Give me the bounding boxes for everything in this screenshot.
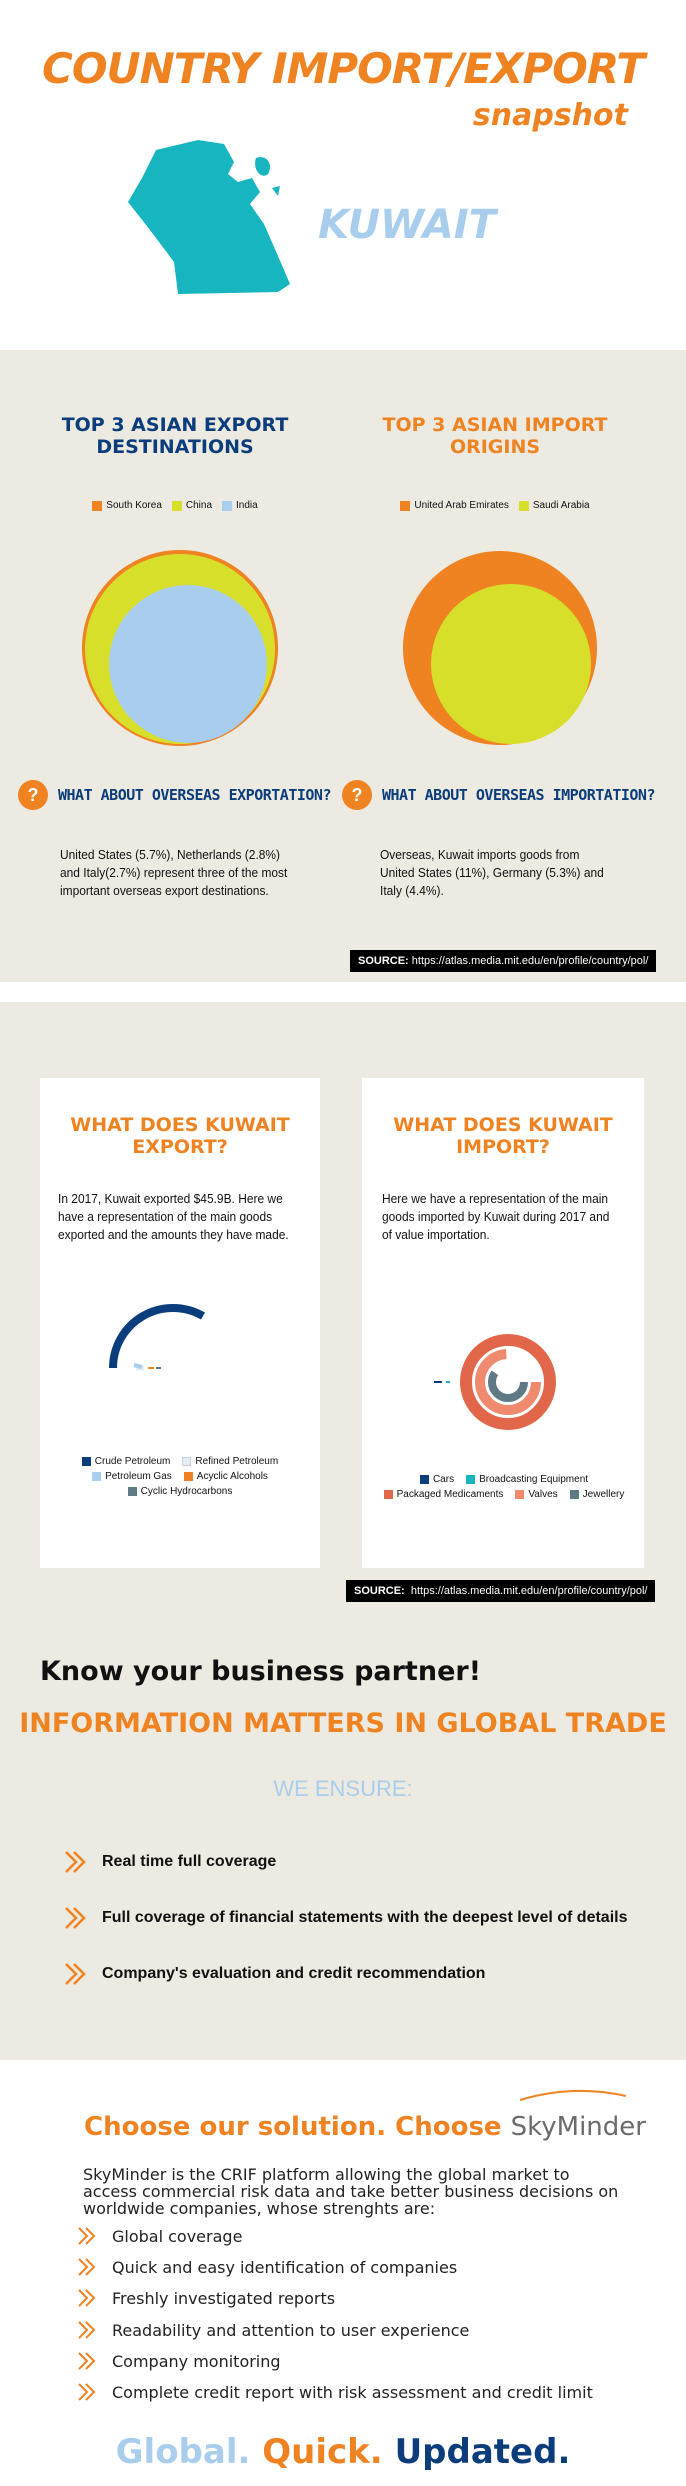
import-goods-heading: WHAT DOES KUWAIT IMPORT? <box>393 1114 613 1158</box>
source-link[interactable]: SOURCE: https://atlas.media.mit.edu/en/profile/country/pol/ <box>350 950 656 972</box>
page-title: COUNTRY IMPORT/EXPORT <box>42 44 644 93</box>
source-link[interactable]: SOURCE: https://atlas.media.mit.edu/en/profile/country/pol/ <box>346 1580 655 1602</box>
tagline <box>0 2432 686 2472</box>
feature-item: Quick and easy identification of companies <box>76 2257 457 2277</box>
export-goods-chart <box>98 1286 248 1396</box>
choose-solution-heading: Choose our solution. Choose SkyMinder <box>84 2112 646 2142</box>
export-goods-text: In 2017, Kuwait exported $45.9B. Here we have a representation of the main goods exported and the amounts they have made. <box>58 1191 289 1242</box>
chevron-right-icon <box>76 2226 98 2246</box>
arc-crude-petroleum <box>113 1308 203 1368</box>
circle-india <box>109 585 267 743</box>
legend-item: Cars <box>420 1474 454 1485</box>
legend-item: Broadcasting Equipment <box>466 1474 588 1485</box>
feature-item: Readability and attention to user experience <box>76 2320 469 2340</box>
chevron-right-icon <box>76 2257 98 2277</box>
legend-item: Packaged Medicaments <box>384 1489 504 1500</box>
legend-item: Refined Petroleum <box>182 1456 278 1467</box>
legend-item: China <box>172 500 212 511</box>
overseas-import-question: WHAT ABOUT OVERSEAS IMPORTATION? <box>382 786 655 804</box>
chevron-right-icon <box>76 2288 98 2308</box>
overseas-import-text: Overseas, Kuwait imports goods from United States (11%), Germany (5.3%) and Italy (4.4%). <box>380 847 604 898</box>
import-goods-text: Here we have a representation of the main goods imported by Kuwait during 2017 and of value importation. <box>382 1191 610 1242</box>
ensure-item: Full coverage of financial statements with the deepest level of details <box>62 1906 627 1930</box>
export-legend <box>40 500 310 511</box>
circle-saudi-arabia <box>431 584 591 744</box>
country-name: KUWAIT <box>318 202 496 248</box>
legend-item: South Korea <box>92 500 162 511</box>
chevron-right-icon <box>62 1962 86 1986</box>
legend-item: Cyclic Hydrocarbons <box>128 1486 233 1497</box>
skyminder-swoosh-icon <box>518 2088 628 2102</box>
export-circles-chart <box>80 548 280 748</box>
import-goods-legend <box>370 1474 638 1500</box>
ring-jewellery <box>492 1366 524 1398</box>
ensure-item: Company's evaluation and credit recommendation <box>62 1962 485 1986</box>
legend-item: India <box>222 500 258 511</box>
page-subtitle: snapshot <box>472 98 628 133</box>
arc-petroleum-gas <box>134 1365 142 1367</box>
import-origins-heading: TOP 3 ASIAN IMPORT ORIGINS <box>382 414 608 458</box>
question-icon: ? <box>342 780 372 810</box>
chevron-right-icon <box>76 2351 98 2371</box>
legend-item: Crude Petroleum <box>82 1456 171 1467</box>
legend-item: Petroleum Gas <box>92 1471 172 1482</box>
chevron-right-icon <box>62 1850 86 1874</box>
import-legend <box>360 500 630 511</box>
legend-item: Acyclic Alcohols <box>184 1471 268 1482</box>
ensure-item: Real time full coverage <box>62 1850 276 1874</box>
tagline-quick: Quick. <box>262 2432 383 2472</box>
kuwait-map-icon <box>128 138 308 296</box>
legend-item: Saudi Arabia <box>519 500 590 511</box>
feature-item: Company monitoring <box>76 2351 281 2371</box>
export-destinations-heading: TOP 3 ASIAN EXPORT DESTINATIONS <box>61 414 289 458</box>
chevron-right-icon <box>76 2320 98 2340</box>
overseas-export-question: WHAT ABOUT OVERSEAS EXPORTATION? <box>58 786 331 804</box>
feature-item: Complete credit report with risk assessment and credit limit <box>76 2382 593 2402</box>
partner-heading: Know your business partner! <box>40 1656 482 1687</box>
skyminder-logo: SkyMinder <box>510 2112 646 2142</box>
import-goods-chart <box>428 1330 568 1440</box>
export-goods-legend <box>50 1456 310 1497</box>
tagline-global: Global. <box>115 2432 251 2472</box>
legend-item: Valves <box>515 1489 557 1500</box>
export-goods-heading: WHAT DOES KUWAIT EXPORT? <box>70 1114 290 1158</box>
legend-item: Jewellery <box>570 1489 625 1500</box>
partner-subheading: INFORMATION MATTERS IN GLOBAL TRADE <box>19 1708 667 1739</box>
skyminder-intro: SkyMinder is the CRIF platform allowing the global market to access commercial risk data and take better business decisions on worldwide companies, whose strenghts are: <box>83 2165 619 2218</box>
chevron-right-icon <box>76 2382 98 2402</box>
ensure-heading: WE ENSURE: <box>273 1776 413 1801</box>
feature-item: Global coverage <box>76 2226 242 2246</box>
tagline-updated: Updated. <box>394 2432 571 2472</box>
import-circles-chart <box>400 548 600 748</box>
feature-item: Freshly investigated reports <box>76 2288 335 2308</box>
overseas-export-text: United States (5.7%), Netherlands (2.8%) and Italy(2.7%) represent three of the most important overseas export destinations. <box>60 847 288 898</box>
legend-item: United Arab Emirates <box>400 500 509 511</box>
chevron-right-icon <box>62 1906 86 1930</box>
question-icon: ? <box>18 780 48 810</box>
